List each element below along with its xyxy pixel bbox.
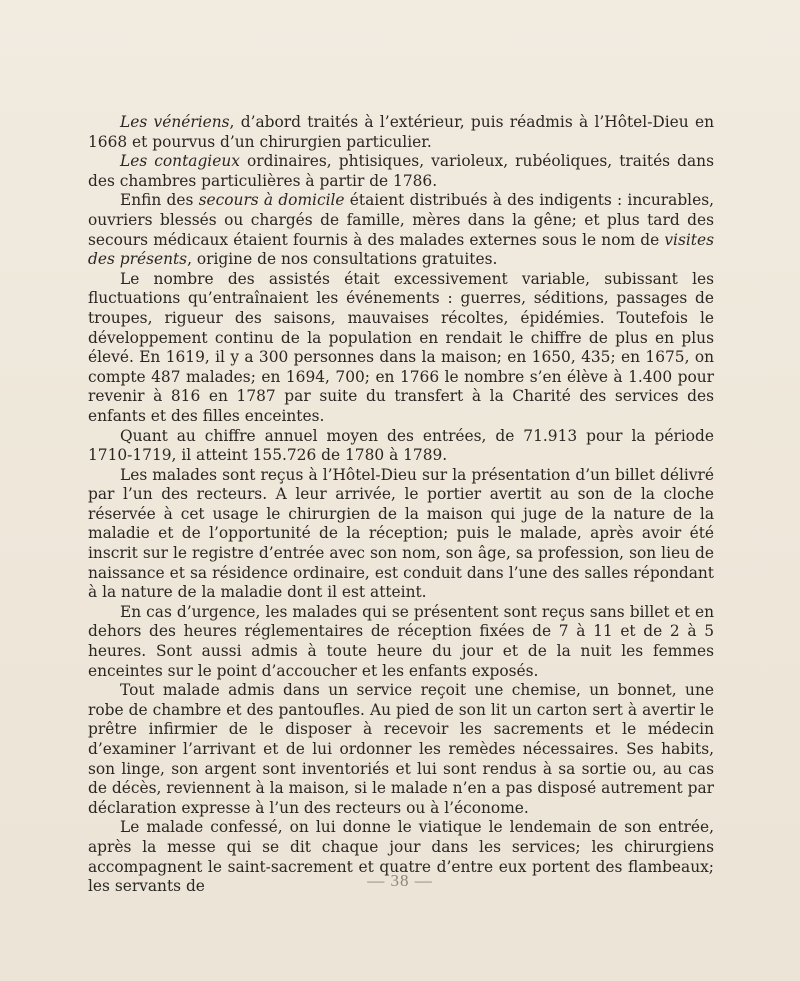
paragraph-viatique: Le malade confessé, on lui donne le viatique le lendemain de son entrée, après la messe qui se dit chaque jour dans les services; les chirurgiens accompagnent le saint-sacrement et quatre d’entre eux portent des flambeaux; les servants de bbox=[88, 818, 714, 896]
paragraph-text: , origine de nos consultations gratuites. bbox=[187, 250, 498, 269]
paragraph-text: , d’abord traités à l’extérieur, puis réadmis à l’Hôtel-Dieu en 1668 et pourvus d’un chirurgien particulier. bbox=[88, 113, 714, 151]
paragraph-admission: Les malades sont reçus à l’Hôtel-Dieu sur la présentation d’un billet délivré par l’un des recteurs. A leur arrivée, le portier avertit au son de la cloche réservée à cet usage le chirurgien de la maison qui juge de la nature de la maladie et de l’opportunité de la réception; puis le malade, après avoir été inscrit sur le registre d’entrée avec son nom, son âge, sa profession, son lieu de naissance et sa résidence ordinaire, est conduit dans l’une des salles répondant à la nature de la maladie dont il est atteint. bbox=[88, 465, 714, 602]
italic-term: secours à domicile bbox=[198, 191, 345, 210]
paragraph-chiffre-annuel: Quant au chiffre annuel moyen des entrées, de 71.913 pour la période 1710-1719, il atteint 155.726 de 1780 à 1789. bbox=[88, 426, 714, 465]
paragraph-veneriens bbox=[88, 113, 714, 152]
paragraph-text: Enfin des bbox=[120, 191, 199, 210]
paragraph-text: ordinaires, phtisiques, varioleux, rubéoliques, traités dans des chambres particulières à partir de 1786. bbox=[88, 152, 714, 190]
body-text bbox=[88, 113, 714, 897]
italic-term: Les vénériens bbox=[120, 113, 230, 131]
paragraph-equipement: Tout malade admis dans un service reçoit une chemise, un bonnet, une robe de chambre et des pantoufles. Au pied de son lit un carton sert à avertir le prêtre infirmier de le disposer à recevoir les sacrements et le médecin d’examiner l’arrivant et de lui ordonner les remèdes nécessaires. Ses habits, son linge, son argent sont inventoriés et lui sont rendus à sa sortie ou, au cas de décès, reviennent à la maison, si le malade n’en a pas disposé autrement par déclaration expresse à l’un des recteurs ou à l’économe. bbox=[88, 681, 714, 817]
italic-term: visites des présents bbox=[88, 230, 714, 269]
paragraph-urgence: En cas d’urgence, les malades qui se présentent sont reçus sans billet et en dehors des heures réglementaires de réception fixées de 7 à 11 et de 2 à 5 heures. Sont aussi admis à toute heure du jour et de la nuit les femmes enceintes sur le point d’accoucher et les enfants exposés. bbox=[88, 602, 714, 680]
paragraph-contagieux bbox=[88, 152, 714, 191]
paragraph-text: étaient distribués à des indigents : incurables, ouvriers blessés ou chargés de famille, mères dans la gêne; et plus tard des secours médicaux étaient fournis à des malades externes sous le nom de bbox=[88, 191, 714, 249]
paragraph-nombre-assistes: Le nombre des assistés était excessivement variable, subissant les fluctuations qu’entraînaient les événements : guerres, séditions, passages de troupes, rigueur des saisons, mauvaises récoltes, épidémies. Toutefois le développement continu de la population en rendait le chiffre de plus en plus élevé. En 1619, il y a 300 personnes dans la maison; en 1650, 435; en 1675, on compte 487 malades; en 1694, 700; en 1766 le nombre s’en élève à 1.400 pour revenir à 816 en 1787 par suite du transfert à la Charité des services des enfants et des filles enceintes. bbox=[88, 269, 714, 425]
italic-term: Les contagieux bbox=[120, 152, 240, 171]
paragraph-secours bbox=[88, 191, 714, 269]
page-number: — 38 — bbox=[367, 871, 433, 890]
